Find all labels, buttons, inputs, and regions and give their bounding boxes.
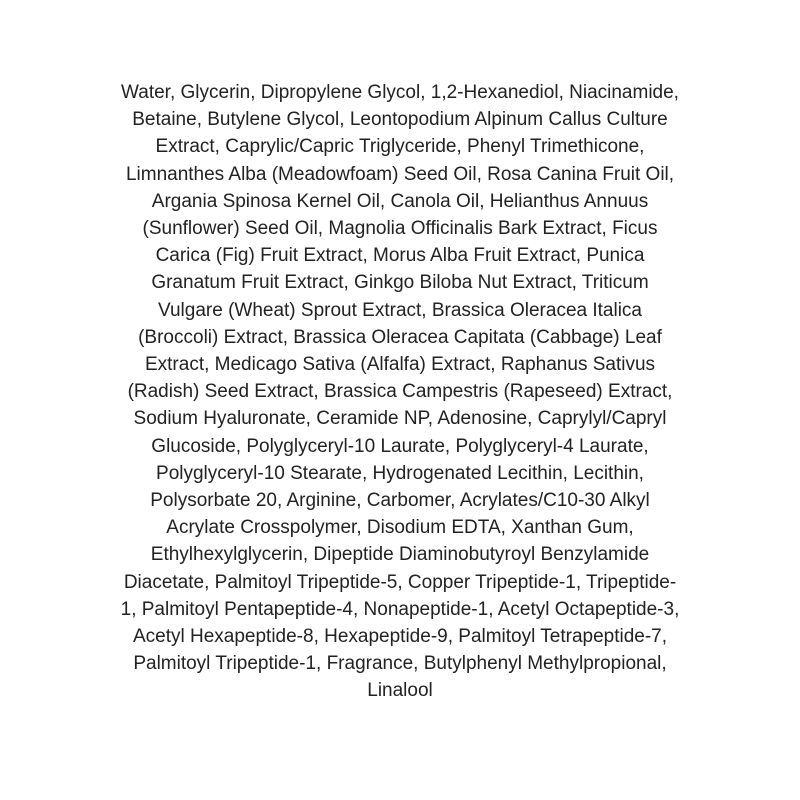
ingredient-line: (Sunflower) Seed Oil, Magnolia Officinalis Bark Extract, Ficus bbox=[142, 218, 658, 240]
ingredient-line: Granatum Fruit Extract, Ginkgo Biloba Nut Extract, Triticum bbox=[151, 272, 649, 294]
ingredient-line: Polyglyceryl-10 Stearate, Hydrogenated Lecithin, Lecithin, bbox=[156, 462, 644, 484]
ingredient-list bbox=[40, 79, 760, 705]
ingredient-line: Extract, Caprylic/Capric Triglyceride, Phenyl Trimethicone, bbox=[155, 136, 645, 158]
ingredient-line: Ethylhexylglycerin, Dipeptide Diaminobutyroyl Benzylamide bbox=[150, 544, 650, 566]
ingredient-line: 1, Palmitoyl Pentapeptide-4, Nonapeptide-1, Acetyl Octapeptide-3, bbox=[120, 598, 680, 620]
ingredient-line: (Broccoli) Extract, Brassica Oleracea Capitata (Cabbage) Leaf bbox=[138, 326, 662, 348]
ingredient-line: Limnanthes Alba (Meadowfoam) Seed Oil, Rosa Canina Fruit Oil, bbox=[125, 163, 675, 185]
ingredient-line: Diacetate, Palmitoyl Tripeptide-5, Copper Tripeptide-1, Tripeptide- bbox=[123, 571, 677, 593]
ingredient-line: Betaine, Butylene Glycol, Leontopodium Alpinum Callus Culture bbox=[132, 109, 668, 131]
ingredient-line: Carica (Fig) Fruit Extract, Morus Alba Fruit Extract, Punica bbox=[155, 245, 645, 267]
ingredient-line: Polysorbate 20, Arginine, Carbomer, Acrylates/C10-30 Alkyl bbox=[150, 490, 650, 512]
ingredient-line: Acetyl Hexapeptide-8, Hexapeptide-9, Palmitoyl Tetrapeptide-7, bbox=[132, 626, 668, 648]
ingredient-line: Extract, Medicago Sativa (Alfalfa) Extract, Raphanus Sativus bbox=[144, 354, 656, 376]
ingredient-line: Acrylate Crosspolymer, Disodium EDTA, Xanthan Gum, bbox=[166, 517, 634, 539]
ingredient-line: Palmitoyl Tripeptide-1, Fragrance, Butylphenyl Methylpropional, bbox=[133, 653, 667, 675]
ingredient-line: (Radish) Seed Extract, Brassica Campestris (Rapeseed) Extract, bbox=[127, 381, 673, 403]
ingredient-line: Vulgare (Wheat) Sprout Extract, Brassica Oleracea Italica bbox=[158, 299, 642, 321]
ingredient-line: Linalool bbox=[367, 680, 433, 702]
ingredient-line: Sodium Hyaluronate, Ceramide NP, Adenosine, Caprylyl/Capryl bbox=[133, 408, 667, 430]
ingredient-line: Argania Spinosa Kernel Oil, Canola Oil, Helianthus Annuus bbox=[151, 190, 649, 212]
ingredient-line: Water, Glycerin, Dipropylene Glycol, 1,2-Hexanediol, Niacinamide, bbox=[121, 82, 679, 103]
ingredient-line: Glucoside, Polyglyceryl-10 Laurate, Polyglyceryl-4 Laurate, bbox=[151, 435, 649, 457]
